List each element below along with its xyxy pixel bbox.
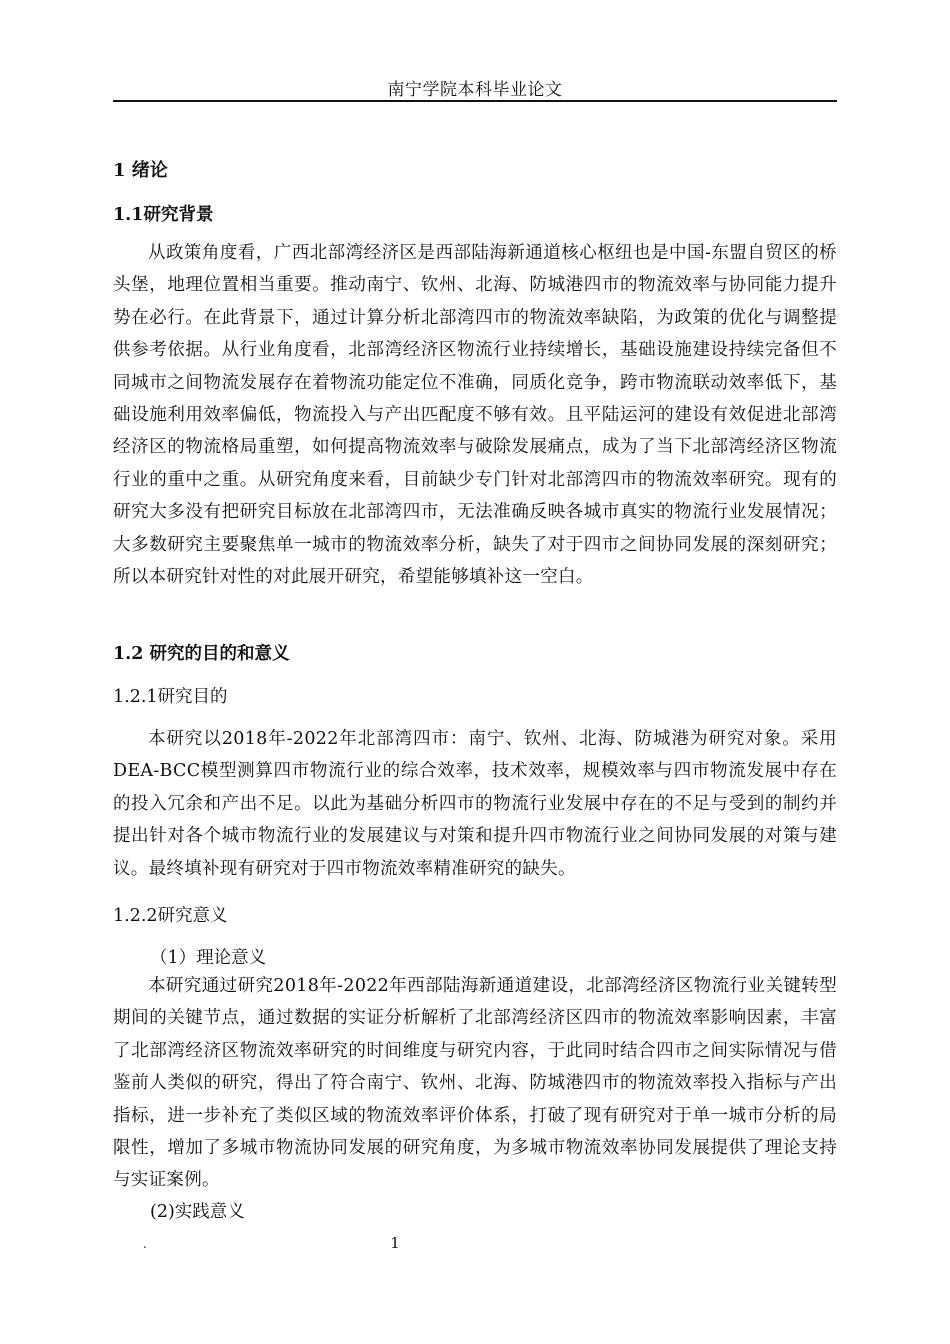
subsection-heading-purpose: 1.2.1研究目的 [113,687,228,707]
section-heading-purpose-significance: 1.2 研究的目的和意义 [113,644,290,664]
background-paragraph: 从政策角度看，广西北部湾经济区是西部陆海新通道核心枢纽也是中国-东盟自贸区的桥头堡，地理位置相当重要。推动南宁、钦州、北海、防城港四市的物流效率与协同能力提升势在必行。在此背景下，通过计算分析北部湾四市的物流效率缺陷，为政策的优化与调整提供参考依据。从行业角度看，北部湾经济区物流行业持续增长，基础设施建设持续完备但不同城市之间物流发展存在着物流功能定位不准确，同质化竞争，跨市物流联动效率低下，基础设施利用效率偏低，物流投入与产出匹配度不够有效。且平陆运河的建设有效促进北部湾经济区的物流格局重塑，如何提高物流效率与破除发展痛点，成为了当下北部湾经济区物流行业的重中之重。从研究角度来看，目前缺少专门针对北部湾四市的物流效率研究。现有的研究大多没有把研究目标放在北部湾四市，无法准确反映各城市真实的物流行业发展情况；大多数研究主要聚焦单一城市的物流效率分析，缺失了对于四市之间协同发展的深刻研究；所以本研究针对性的对此展开研究，希望能够填补这一空白。 [113,243,837,588]
chapter-title: 1 绪论 [113,160,168,181]
footer-dot: . [143,1237,147,1251]
page-number: 1 [390,1234,400,1252]
section-heading-background: 1.1研究背景 [113,205,214,225]
purpose-paragraph: 本研究以2018年-2022年北部湾四市：南宁、钦州、北海、防城港为研究对象。采用DEA-BCC模型测算四市物流行业的综合效率，技术效率，规模效率与四市物流发展中存在的投入冗余和产出不足。以此为基础分析四市的物流行业发展中存在的不足与受到的制约并提出针对各个城市物流行业的发展建议与对策和提升四市物流行业之间协同发展的对策与建议。最终填补现有研究对于四市物流效率精准研究的缺失。 [113,729,837,879]
theory-significance-label: （1）理论意义 [150,948,267,968]
header-divider [113,100,837,102]
running-header-title: 南宁学院本科毕业论文 [387,80,563,100]
theory-significance-paragraph: 本研究通过研究2018年-2022年西部陆海新通道建设，北部湾经济区物流行业关键转型期间的关键节点，通过数据的实证分析解析了北部湾经济区四市的物流效率影响因素，丰富了北部湾经济区物流效率研究的时间维度与研究内容，于此同时结合四市之间实际情况与借鉴前人类似的研究，得出了符合南宁、钦州、北海、防城港四市的物流效率投入指标与产出指标，进一步补充了类似区域的物流效率评价体系，打破了现有研究对于单一城市分析的局限性，增加了多城市物流协同发展的研究角度，为多城市物流效率协同发展提供了理论支持与实证案例。 [113,976,837,1191]
subsection-heading-significance: 1.2.2研究意义 [113,906,228,926]
practice-significance-label: (2)实践意义 [150,1202,245,1222]
